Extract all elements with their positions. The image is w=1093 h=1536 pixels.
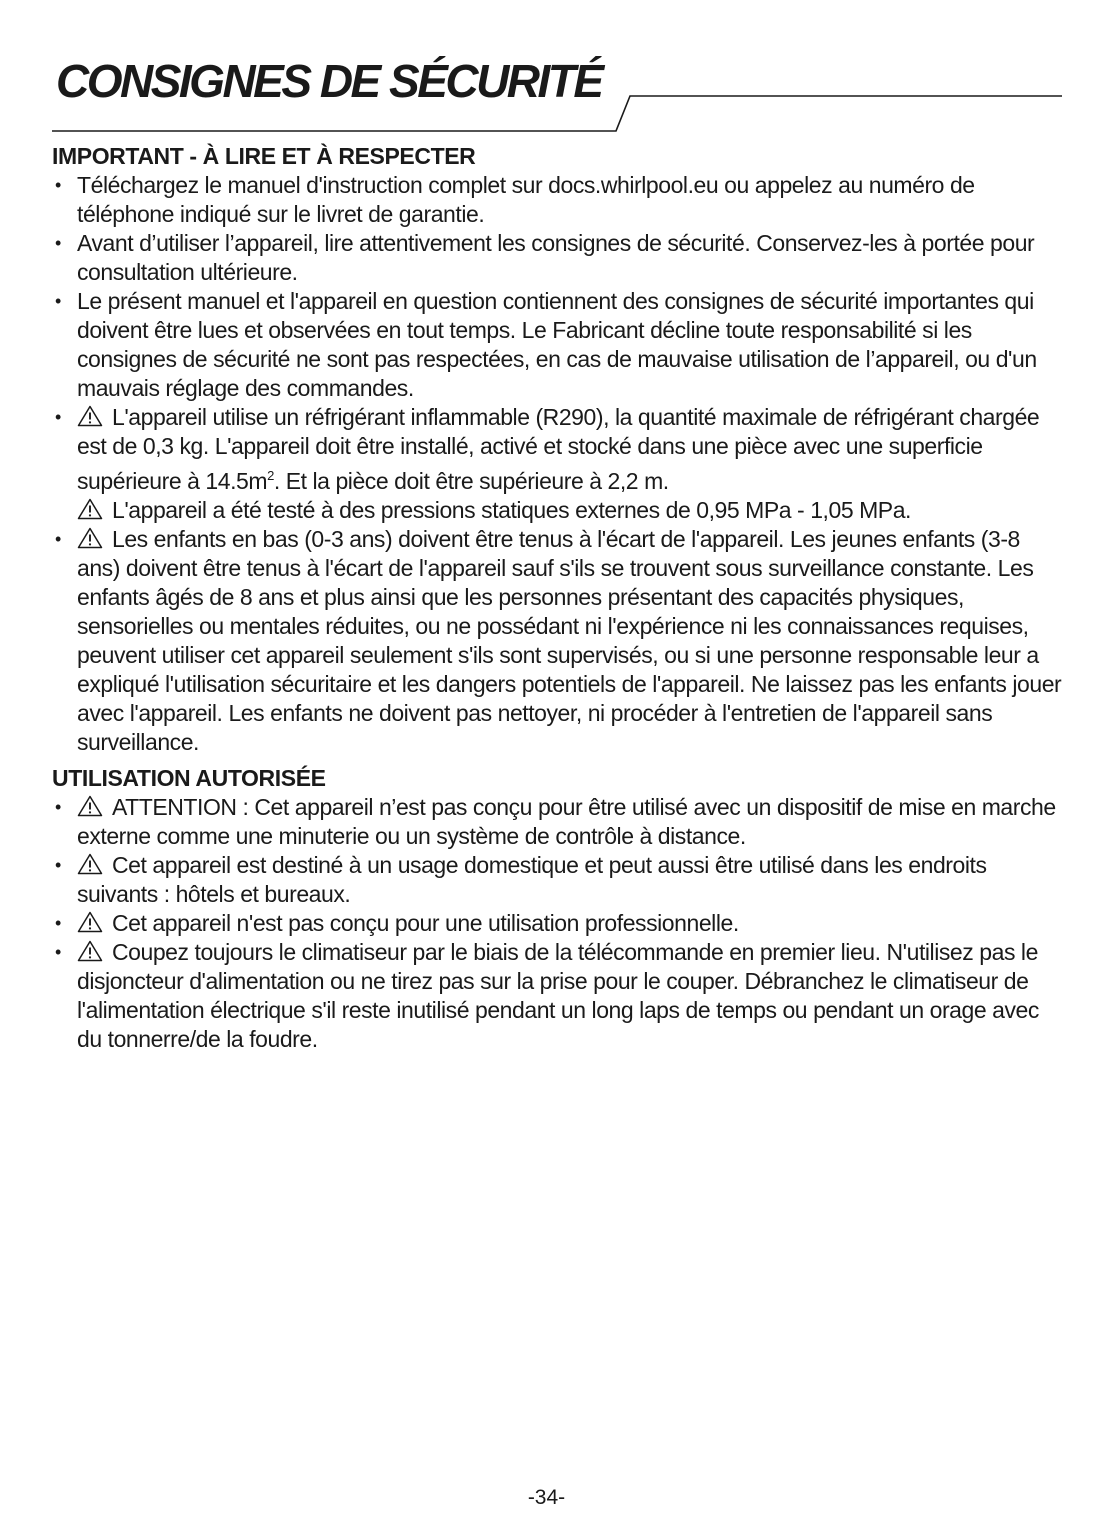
list-item [52, 909, 1064, 938]
warning-triangle-icon [77, 405, 103, 427]
bullet-dot: • [55, 529, 61, 549]
bullet-dot: • [55, 855, 61, 875]
warning-triangle-icon [77, 940, 103, 962]
bullet-dot: • [55, 291, 61, 311]
document-body [52, 141, 1064, 1060]
list-item [52, 938, 1064, 1054]
list-item [52, 851, 1064, 909]
warning-triangle-icon [77, 498, 103, 520]
bullet-dot: • [55, 233, 61, 253]
list-item-text: Cet appareil n'est pas conçu pour une utilisation professionnelle. [112, 910, 739, 936]
authorized-use-list [52, 793, 1064, 1054]
warning-triangle-icon [77, 795, 103, 817]
list-item-text: Téléchargez le manuel d'instruction complet sur docs.whirlpool.eu ou appelez au numéro de téléphone indiqué sur le livret de garantie. [77, 172, 975, 227]
list-item [52, 403, 1064, 525]
list-item-text: ATTENTION : Cet appareil n’est pas conçu pour être utilisé avec un dispositif de mise en marche externe comme une minuterie ou un système de contrôle à distance. [77, 794, 1056, 849]
bullet-dot: • [55, 913, 61, 933]
warning-triangle-icon [77, 911, 103, 933]
section-heading-important: IMPORTANT - À LIRE ET À RESPECTER [52, 143, 476, 169]
bullet-dot: • [55, 797, 61, 817]
list-item-text: Cet appareil est destiné à un usage domestique et peut aussi être utilisé dans les endroits suivants : hôtels et bureaux. [77, 852, 987, 907]
title-underline-rule [0, 0, 1093, 140]
list-item-text: L'appareil utilise un réfrigérant inflammable (R290), la quantité maximale de réfrigérant chargée est de 0,3 kg. L'appareil doit être installé, activé et stocké dans une pièce avec une superficie supérieure à 14.5m [77, 404, 1040, 494]
list-item-text: Le présent manuel et l'appareil en question contiennent des consignes de sécurité importantes qui doivent être lues et observées en tout temps. Le Fabricant décline toute responsabilité si les consignes de sécurité ne sont pas respectées, en cas de mauvaise utilisation de l’appareil, ou d'un mauvais réglage des commandes. [77, 288, 1037, 401]
list-item [52, 171, 1064, 229]
section-heading-authorized-use: UTILISATION AUTORISÉE [52, 765, 326, 791]
list-item [52, 287, 1064, 403]
important-list [52, 171, 1064, 757]
bullet-dot: • [55, 942, 61, 962]
list-item-text: Coupez toujours le climatiseur par le biais de la télécommande en premier lieu. N'utilisez pas le disjoncteur d'alimentation ou ne tirez pas sur la prise pour le couper. Débranchez le climatiseur de l'alimentation électrique s'il reste inutilisé pendant un long laps de temps ou pendant un orage avec du tonnerre/de la foudre. [77, 939, 1039, 1052]
list-item-text-continued: . Et la pièce doit être supérieure à 2,2 m. [273, 468, 669, 494]
bullet-dot: • [55, 407, 61, 427]
list-item [52, 525, 1064, 757]
list-item-text: Avant d’utiliser l’appareil, lire attentivement les consignes de sécurité. Conservez-les à portée pour consultation ultérieure. [77, 230, 1035, 285]
page-title: CONSIGNES DE SÉCURITÉ [56, 55, 602, 107]
superscript: 2 [267, 468, 274, 483]
list-item [52, 793, 1064, 851]
list-item-text-second-line: L'appareil a été testé à des pressions statiques externes de 0,95 MPa - 1,05 MPa. [112, 497, 911, 523]
bullet-dot: • [55, 175, 61, 195]
list-item [52, 229, 1064, 287]
warning-triangle-icon [77, 527, 103, 549]
page-number: -34- [527, 1486, 566, 1509]
warning-triangle-icon [77, 853, 103, 875]
list-item-text: Les enfants en bas (0-3 ans) doivent être tenus à l'écart de l'appareil. Les jeunes enfants (3-8 ans) doivent être tenus à l'écart de l'appareil sauf s'ils se trouvent sous surveillance constante. Les enfants âgés de 8 ans et plus ainsi que les personnes présentant des capacités physiques, sensorielles ou mentales réduites, ou ne possédant ni l'expérience ni les connaissances requises, peuvent utiliser cet appareil seulement s'ils sont supervisés, ou si une personne responsable leur a expliqué l'utilisation sécuritaire et les dangers potentiels de l'appareil. Ne laissez pas les enfants jouer avec l'appareil. Les enfants ne doivent pas nettoyer, ni procéder à l'entretien de l'appareil sans surveillance. [77, 526, 1062, 755]
